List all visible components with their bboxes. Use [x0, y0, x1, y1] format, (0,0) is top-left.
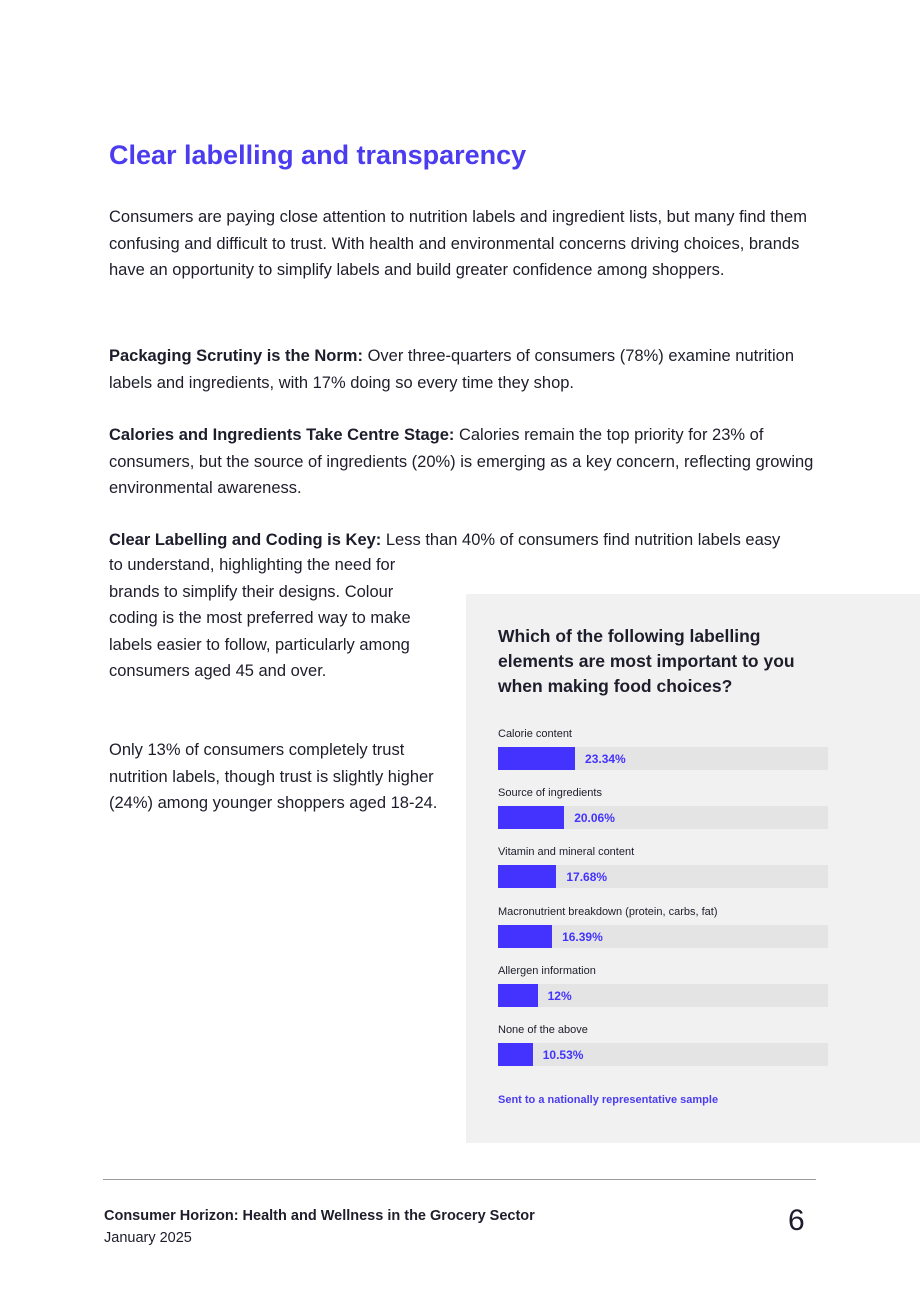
chart-note: Sent to a nationally representative sample	[498, 1094, 719, 1106]
section-lead: Packaging Scrutiny is the Norm:	[109, 347, 363, 365]
chart-title: Which of the following labelling elements are most important to you when making food choices?	[498, 626, 795, 696]
footer-divider	[103, 1179, 816, 1180]
bar-value-label: 12%	[547, 988, 572, 1003]
bar-track	[498, 865, 828, 888]
bar-value-label: 10.53%	[542, 1048, 584, 1062]
bar-track	[498, 1043, 828, 1066]
section-lead: Clear Labelling and Coding is Key:	[109, 531, 382, 549]
bar-value-label: 20.06%	[574, 811, 615, 826]
section-text: Calories remain the top priority for 23% of consumers, but the source of ingredients (20%) is emerging as a key concern, reflecting growing environmental awareness.	[109, 426, 814, 497]
bar-label: None of the above	[498, 1024, 588, 1036]
bar-value-label: 23.34%	[585, 752, 626, 766]
bar-value-label: 16.39%	[562, 929, 603, 944]
section-packaging-scrutiny	[109, 343, 821, 396]
bar	[498, 747, 575, 770]
section-lead: Calories and Ingredients Take Centre Stage:	[109, 426, 455, 444]
trust-paragraph: Only 13% of consumers completely trust nutrition labels, though trust is slightly higher (24%) among younger shoppers aged 18-24.	[109, 741, 438, 812]
section-continuation: to understand, highlighting the need for brands to simplify their designs. Colour coding is the most preferred way to make labels easier to follow, particularly among consumers aged 45 and over.	[109, 556, 411, 680]
section-calories-ingredients	[109, 422, 821, 502]
bar-track	[498, 925, 828, 948]
page-heading: Clear labelling and transparency	[109, 140, 527, 170]
bar-track	[498, 747, 828, 770]
page-number: 6	[788, 1204, 805, 1237]
bar	[498, 1043, 533, 1066]
bar-label: Calorie content	[498, 728, 572, 740]
bar	[498, 984, 538, 1007]
chart-panel	[466, 594, 920, 1143]
bar-track	[498, 806, 828, 829]
section-clear-labelling	[109, 527, 821, 554]
section-text: Over three-quarters of consumers (78%) examine nutrition labels and ingredients, with 17% doing so every time they shop.	[109, 347, 794, 392]
bar-value-label: 17.68%	[566, 870, 608, 885]
bar-label: Macronutrient breakdown (protein, carbs, fat)	[498, 905, 718, 918]
bar	[498, 865, 556, 888]
section-text: Less than 40% of consumers find nutrition labels easy	[381, 531, 781, 549]
intro-paragraph: Consumers are paying close attention to nutrition labels and ingredient lists, but many find them confusing and difficult to trust. With health and environmental concerns driving choices, brands have an opportunity to simplify labels and build greater confidence among shoppers.	[109, 208, 807, 279]
bar-label: Allergen information	[498, 964, 596, 977]
footer-date: January 2025	[104, 1230, 192, 1246]
bar-track	[498, 984, 828, 1007]
bar	[498, 806, 564, 829]
footer-title: Consumer Horizon: Health and Wellness in the Grocery Sector	[104, 1208, 535, 1224]
bar-label: Source of ingredients	[498, 787, 602, 800]
bar-label: Vitamin and mineral content	[498, 846, 635, 859]
bar	[498, 925, 552, 948]
